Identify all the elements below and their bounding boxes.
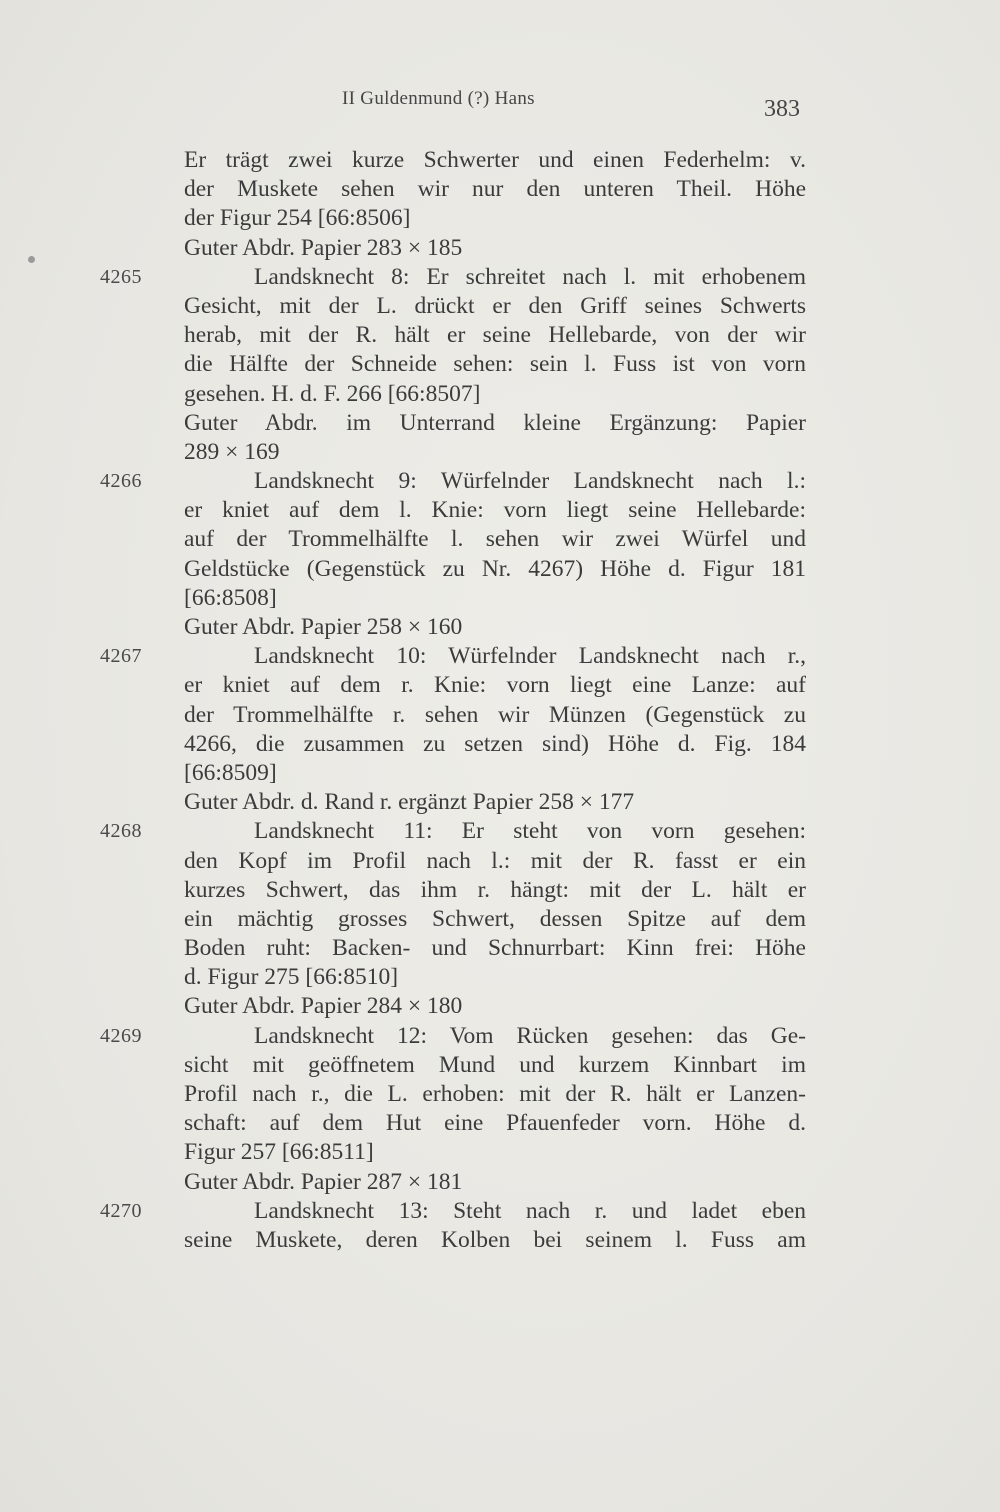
- entry-number: 4266: [100, 470, 142, 493]
- entry-text: [66:8509]: [184, 759, 277, 786]
- entry-text: 289 × 169: [184, 438, 280, 465]
- entry-text: er kniet auf dem r. Knie: vorn liegt eine Lanze: auf: [184, 672, 806, 699]
- text-line: [0, 1109, 1000, 1138]
- entry-text: sicht mit geöffnetem Mund und kurzem Kinnbart im: [184, 1051, 806, 1078]
- entry-text: schaft: auf dem Hut eine Pfauenfeder vorn. Höhe d.: [184, 1110, 806, 1137]
- text-line: [0, 1138, 1000, 1167]
- text-line: [0, 759, 1000, 788]
- text-line: [0, 263, 1000, 292]
- entry-text: Geldstücke (Gegenstück zu Nr. 4267) Höhe d. Figur 181: [184, 555, 806, 582]
- text-line: [0, 1022, 1000, 1051]
- catalog-entries: [0, 146, 1000, 1255]
- text-line: [0, 1226, 1000, 1255]
- entry-text: Guter Abdr. d. Rand r. ergänzt Papier 258 × 177: [184, 789, 635, 816]
- text-line: [0, 642, 1000, 671]
- entry-text: der Muskete sehen wir nur den unteren Theil. Höhe: [184, 176, 806, 203]
- entry-text: der Trommelhälfte r. sehen wir Münzen (Gegenstück zu: [184, 701, 806, 728]
- text-line: [0, 1197, 1000, 1226]
- entry-text: den Kopf im Profil nach l.: mit der R. fasst er ein: [184, 847, 806, 874]
- text-line: [0, 380, 1000, 409]
- entry-number: 4270: [100, 1199, 142, 1222]
- entry-text: Guter Abdr. Papier 287 × 181: [184, 1168, 463, 1195]
- text-line: [0, 204, 1000, 233]
- entry-number: 4268: [100, 820, 142, 843]
- entry-text: 4266, die zusammen zu setzen sind) Höhe d. Fig. 184: [184, 730, 806, 757]
- text-line: [0, 730, 1000, 759]
- entry-first-line: Landsknecht 13: Steht nach r. und ladet eben: [254, 1197, 806, 1224]
- text-line: [0, 496, 1000, 525]
- entry-number: 4267: [100, 645, 142, 668]
- page-header: [0, 82, 1000, 122]
- text-line: [0, 905, 1000, 934]
- entry-first-line: Landsknecht 11: Er steht von vorn gesehen:: [254, 818, 806, 845]
- text-line: [0, 525, 1000, 554]
- entry-text: Boden ruht: Backen- und Schnurrbart: Kinn frei: Höhe: [184, 935, 806, 962]
- entry-text: er kniet auf dem l. Knie: vorn liegt seine Hellebarde:: [184, 497, 806, 524]
- entry-text: Profil nach r., die L. erhoben: mit der R. hält er Lanzen-: [184, 1081, 806, 1107]
- entry-text: die Hälfte der Schneide sehen: sein l. Fuss ist von vorn: [184, 351, 806, 378]
- running-head: II Guldenmund (?) Hans: [342, 88, 535, 109]
- entry-first-line: Landsknecht 10: Würfelnder Landsknecht nach r.,: [254, 643, 806, 670]
- text-line: [0, 409, 1000, 438]
- text-line: [0, 321, 1000, 350]
- entry-text: seine Muskete, deren Kolben bei seinem l. Fuss am: [184, 1226, 806, 1253]
- entry-text: [66:8508]: [184, 584, 277, 611]
- entry-text: Guter Abdr. im Unterrand kleine Ergänzung: Papier: [184, 409, 806, 436]
- text-line: [0, 788, 1000, 817]
- entry-text: Guter Abdr. Papier 283 × 185: [184, 234, 463, 261]
- text-line: [0, 613, 1000, 642]
- entry-text: der Figur 254 [66:8506]: [184, 205, 411, 232]
- text-line: [0, 584, 1000, 613]
- text-line: [0, 671, 1000, 700]
- entry-number: 4265: [100, 265, 142, 288]
- text-line: [0, 292, 1000, 321]
- entry-text: d. Figur 275 [66:8510]: [184, 964, 399, 991]
- text-line: [0, 992, 1000, 1021]
- entry-text: Guter Abdr. Papier 258 × 160: [184, 614, 463, 640]
- entry-first-line: Landsknecht 12: Vom Rücken gesehen: das Ge-: [254, 1022, 806, 1049]
- text-line: [0, 963, 1000, 992]
- text-line: [0, 555, 1000, 584]
- entry-text: herab, mit der R. hält er seine Hellebarde, von der wir: [184, 322, 806, 349]
- page-number: 383: [764, 96, 800, 122]
- text-line: [0, 1168, 1000, 1197]
- entry-first-line: Landsknecht 9: Würfelnder Landsknecht nach l.:: [254, 468, 806, 495]
- text-line: [0, 467, 1000, 496]
- text-line: [0, 234, 1000, 263]
- text-line: [0, 847, 1000, 876]
- entry-text: ein mächtig grosses Schwert, dessen Spitze auf dem: [184, 905, 806, 932]
- text-line: [0, 876, 1000, 905]
- entry-text: Er trägt zwei kurze Schwerter und einen Federhelm: v.: [184, 147, 806, 173]
- text-line: [0, 350, 1000, 379]
- entry-text: Figur 257 [66:8511]: [184, 1139, 374, 1166]
- entry-number: 4269: [100, 1024, 142, 1047]
- text-line: [0, 175, 1000, 204]
- entry-first-line: Landsknecht 8: Er schreitet nach l. mit erhobenem: [254, 263, 806, 290]
- text-line: [0, 438, 1000, 467]
- text-line: [0, 1051, 1000, 1080]
- text-line: [0, 817, 1000, 846]
- text-line: [0, 146, 1000, 175]
- entry-text: Gesicht, mit der L. drückt er den Griff seines Schwerts: [184, 292, 806, 319]
- text-line: [0, 701, 1000, 730]
- text-line: [0, 934, 1000, 963]
- entry-text: Guter Abdr. Papier 284 × 180: [184, 993, 463, 1020]
- entry-text: kurzes Schwert, das ihm r. hängt: mit der L. hält er: [184, 876, 806, 903]
- entry-text: gesehen. H. d. F. 266 [66:8507]: [184, 380, 481, 407]
- entry-text: auf der Trommelhälfte l. sehen wir zwei Würfel und: [184, 526, 806, 553]
- text-line: [0, 1080, 1000, 1109]
